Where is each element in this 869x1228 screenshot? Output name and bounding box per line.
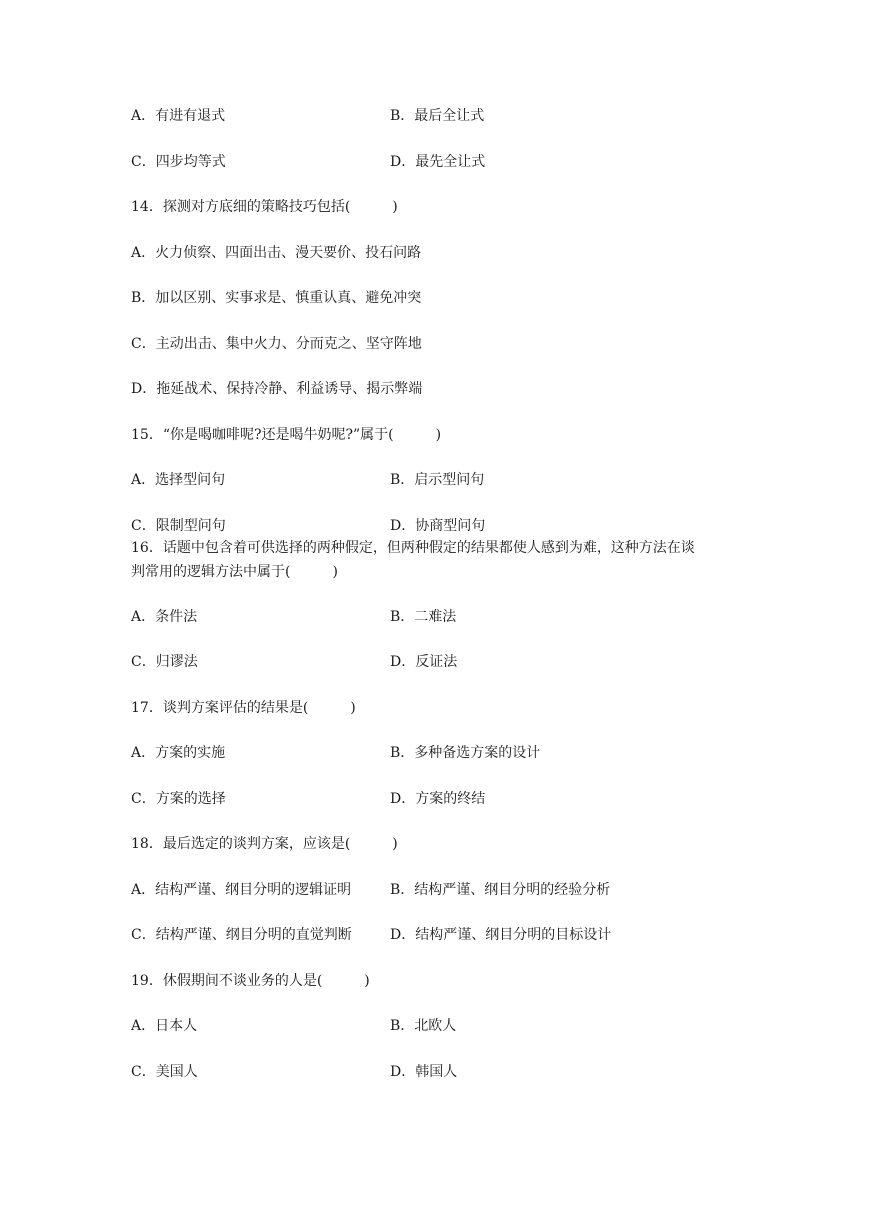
q17-option-a: A．方案的实施 [131,745,226,761]
q16-option-d: D．反证法 [390,654,458,670]
q18-option-c: C．结构严谨、纲目分明的直觉判断 [131,927,352,943]
q18-option-b: B．结构严谨、纲目分明的经验分析 [390,882,611,898]
q17-option-b: B．多种备选方案的设计 [390,745,541,761]
q19-option-b: B．北欧人 [390,1018,457,1034]
q14-stem: 14．探测对方底细的策略技巧包括( ) [131,199,398,215]
q14-option-c: C．主动出击、集中火力、分而克之、坚守阵地 [131,336,422,352]
q15-option-b: B．启示型问句 [390,472,485,488]
q14-option-d: D．拖延战术、保持冷静、利益诱导、揭示弊端 [131,381,423,397]
q14-option-b: B．加以区别、实事求是、慎重认真、避免冲突 [131,290,422,306]
q14-option-a: A．火力侦察、四面出击、漫天要价、投石问路 [131,245,422,261]
q17-option-d: D．方案的终结 [390,791,486,807]
q15-stem: 15．“你是喝咖啡呢?还是喝牛奶呢?”属于( ) [131,427,442,443]
q19-option-c: C．美国人 [131,1064,198,1080]
q16-stem-line2: 判常用的逻辑方法中属于( ) [131,564,338,580]
q13-option-d: D．最先全让式 [390,154,486,170]
q16-stem-line1: 16．话题中包含着可供选择的两种假定，但两种假定的结果都使人感到为难，这种方法在谈 [131,540,695,556]
q19-option-a: A．日本人 [131,1018,198,1034]
q18-option-d: D．结构严谨、纲目分明的目标设计 [390,927,612,943]
q13-option-c: C．四步均等式 [131,154,226,170]
q15-option-a: A．选择型问句 [131,472,226,488]
q16-option-b: B．二难法 [390,609,457,625]
q17-option-c: C．方案的选择 [131,791,226,807]
q13-option-b: B．最后全让式 [390,108,485,124]
q16-option-c: C．归谬法 [131,654,198,670]
q15-option-d: D．协商型问句 [390,518,486,534]
q15-option-c: C．限制型问句 [131,518,226,534]
q18-option-a: A．结构严谨、纲目分明的逻辑证明 [131,882,352,898]
q19-stem: 19．休假期间不谈业务的人是( ) [131,973,370,989]
q19-option-d: D．韩国人 [390,1064,458,1080]
q18-stem: 18．最后选定的谈判方案，应该是( ) [131,836,398,852]
q16-option-a: A．条件法 [131,609,198,625]
q13-option-a: A．有进有退式 [131,108,226,124]
q17-stem: 17．谈判方案评估的结果是( ) [131,700,356,716]
